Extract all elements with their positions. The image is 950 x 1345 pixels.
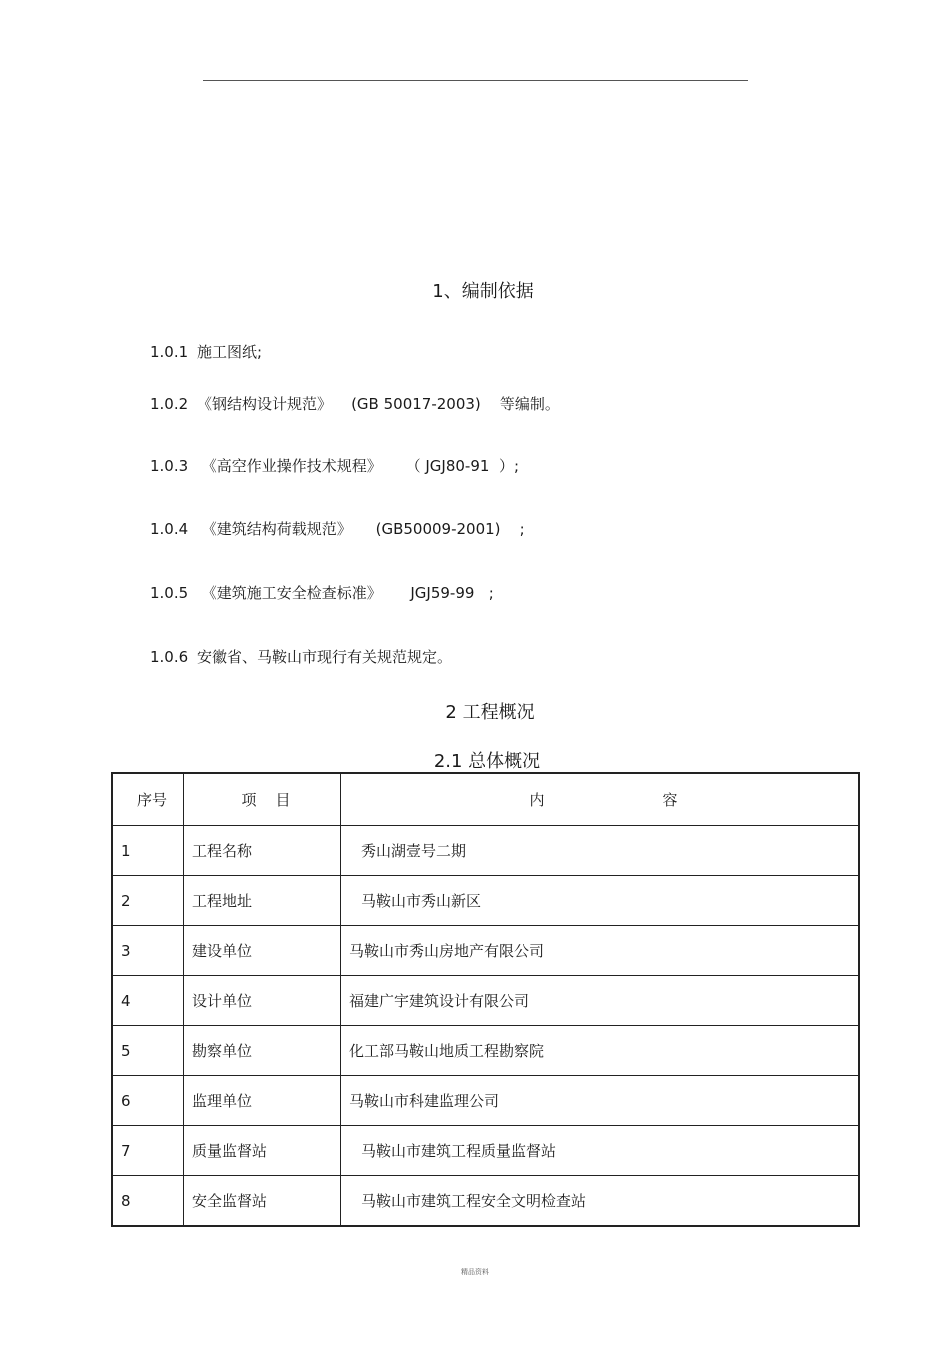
row-item-cell: 勘察单位 [184,1026,341,1076]
reference-item [150,341,262,362]
row-item-cell: 设计单位 [184,976,341,1026]
reference-number: 1.0.1 [150,343,189,361]
row-content-cell: 马鞍山市秀山新区 [341,876,860,926]
table-header-row [112,773,859,826]
reference-item [150,582,494,603]
row-content-cell: 马鞍山市建筑工程安全文明检查站 [341,1176,860,1227]
row-content-cell: 马鞍山市科建监理公司 [341,1076,860,1126]
section-1-title: 1、编制依据 [432,281,534,302]
row-item-cell: 建设单位 [184,926,341,976]
row-number-cell: 6 [112,1076,184,1126]
row-number-cell: 7 [112,1126,184,1176]
reference-text: 《建筑结构荷载规范》 (GB50009-2001) ; [197,520,525,538]
row-number-cell: 4 [112,976,184,1026]
reference-text: 安徽省、马鞍山市现行有关规范规定。 [197,648,453,666]
footer-text: 精品资料 [461,1268,489,1276]
table-row [112,1076,859,1126]
row-number-cell: 5 [112,1026,184,1076]
row-item-cell: 工程地址 [184,876,341,926]
row-number-cell: 8 [112,1176,184,1227]
section-2-1-title: 2.1 总体概况 [433,751,541,772]
reference-item [150,518,525,539]
reference-text: 《建筑施工安全检查标准》 JGJ59-99 ; [197,584,494,602]
row-content-cell: 马鞍山市建筑工程质量监督站 [341,1126,860,1176]
table-row [112,826,859,876]
table-row [112,876,859,926]
row-content-cell: 福建广宇建筑设计有限公司 [341,976,860,1026]
row-number-cell: 1 [112,826,184,876]
reference-text: 《高空作业操作技术规程》 （ JGJ80-91 ）; [197,457,520,475]
row-content-cell: 化工部马鞍山地质工程勘察院 [341,1026,860,1076]
row-item-cell: 质量监督站 [184,1126,341,1176]
table-row [112,1126,859,1176]
section-2-title: 2 工程概况 [445,702,535,723]
table-row [112,1026,859,1076]
row-item-cell: 安全监督站 [184,1176,341,1227]
row-content-cell: 秀山湖壹号二期 [341,826,860,876]
reference-item [150,455,519,476]
reference-number: 1.0.5 [150,584,189,602]
row-number-cell: 2 [112,876,184,926]
table-row [112,1176,859,1227]
project-overview-table [111,772,860,1227]
header-content [341,773,860,826]
reference-number: 1.0.2 [150,395,189,413]
reference-number: 1.0.6 [150,648,189,666]
row-content-cell: 马鞍山市秀山房地产有限公司 [341,926,860,976]
header-rule [203,80,748,81]
table-row [112,926,859,976]
reference-item [150,393,560,414]
table-row [112,976,859,1026]
row-item-cell: 监理单位 [184,1076,341,1126]
reference-text: 《钢结构设计规范》 (GB 50017-2003) 等编制。 [197,395,560,413]
header-item: 项 目 [184,773,341,826]
header-no: 序号 [112,773,184,826]
row-item-cell: 工程名称 [184,826,341,876]
reference-number: 1.0.4 [150,520,189,538]
header-content-a: 内 [529,791,545,809]
reference-number: 1.0.3 [150,457,189,475]
header-content-b: 容 [662,791,678,809]
reference-text: 施工图纸; [197,343,263,361]
reference-item [150,646,452,667]
row-number-cell: 3 [112,926,184,976]
